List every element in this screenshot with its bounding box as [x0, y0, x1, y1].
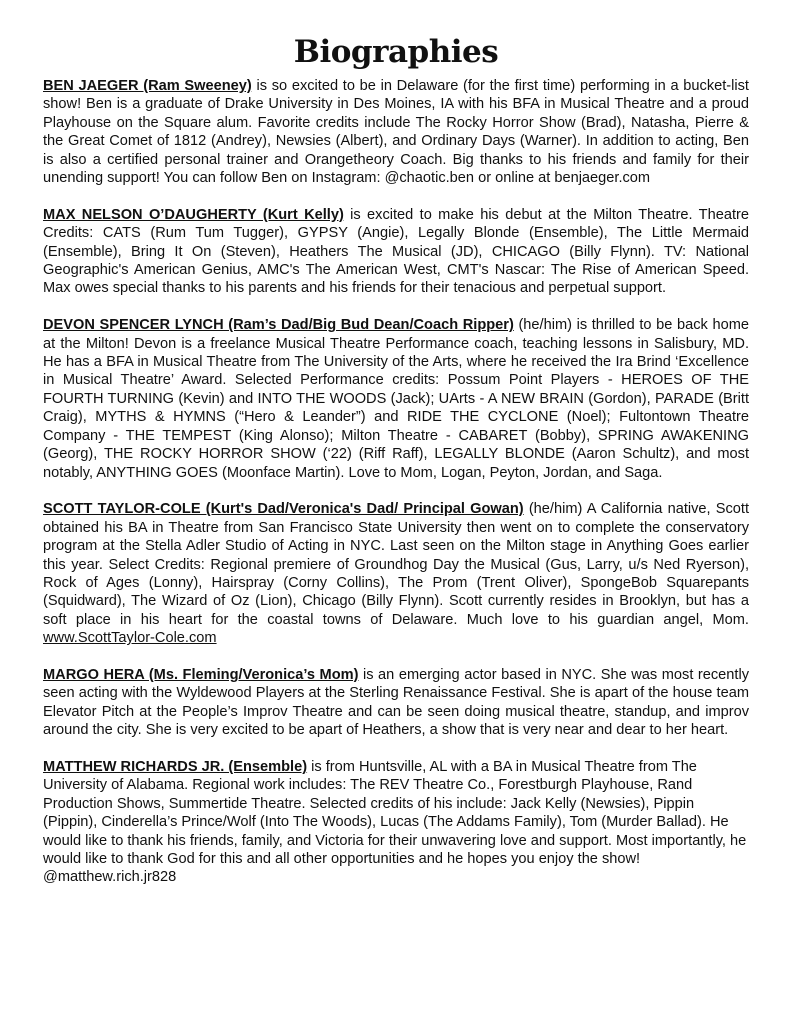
- bio-name: DEVON SPENCER LYNCH (Ram’s Dad/Big Bud Dean/Coach Ripper): [43, 317, 514, 334]
- bio-name: MAX NELSON O’DAUGHERTY (Kurt Kelly): [43, 206, 344, 223]
- bio-name: SCOTT TAYLOR-COLE (Kurt's Dad/Veronica's Dad/ Principal Gowan): [43, 501, 524, 518]
- bio-margo-hera: [43, 666, 749, 740]
- bio-text: (he/him) is thrilled to be back home at the Milton! Devon is a freelance Musical Theatre Performance coach, teaching lessons in Salisbury, MD. He has a BFA in Musical Theatre from The University of the Arts, where he received the Ira Brind ‘Excellence in Musical Theatre’ Award. Selected Performance credits: Possum Point Players - HEROES OF THE FOURTH TURNING (Kevin) and INTO THE WOODS (Jack); UArts - A NEW BRAIN (Gordon), PARADE (Britt Craig), MYTHS & HYMNS (“Hero & Leander”) and RIDE THE CYCLONE (Noel); Fultontown Theatre Company - THE TEMPEST (King Alonso); Milton Theatre - CABARET (Bobby), SPRING AWAKENING (Georg), THE ROCKY HORROR SHOW (‘22) (Riff Raff), LEGALLY BLONDE (Aaron Schultz), and most notably, ANYTHING GOES (Moonface Martin). Love to Mom, Logan, Peyton, Jordan, and Saga.: [43, 317, 749, 481]
- bio-text: is an emerging actor based in NYC. She was most recently seen acting with the Wyldewood Players at the Sterling Renaissance Festival. She is apart of the house team Elevator Pitch at the People’s Improv Theatre and can be seen doing musical theatre, standup, and improv around the city. She is very excited to be apart of Heathers, a show that is very near and dear to her heart.: [43, 666, 750, 739]
- website-link[interactable]: www.ScottTaylor-Cole.com: [43, 630, 217, 647]
- bio-ben-jaeger: [43, 77, 749, 187]
- bio-devon-spencer-lynch: [43, 316, 749, 482]
- bio-matthew-richards-jr: [43, 758, 749, 887]
- biographies-page: [43, 30, 749, 905]
- bio-text: (he/him) A California native, Scott obtained his BA in Theatre from San Francisco State University then went on to complete the conservatory program at the Stella Adler Studio of Acting in NYC. Last seen on the Milton stage in Anything Goes earlier this year. Select Credits: Regional premiere of Groundhog Day the Musical (Gus, Larry, u/s Ned Ryerson), Rock of Ages (Lonny), Hairspray (Corny Collins), The Prom (Trent Oliver), SpongeBob Squarepants (Squidward), The Wizard of Oz (Lion), Chicago (Billy Flynn). Scott currently resides in Brooklyn, but has a soft place in his heart for the coastal towns of Delaware. Much love to his guardian angel, Mom.: [43, 501, 749, 628]
- bio-text: is excited to make his debut at the Milton Theatre. Theatre Credits: CATS (Rum Tum Tugger), GYPSY (Angie), Legally Blonde (Ensemble), The Little Mermaid (Ensemble), Bring It On (Steven), Heathers The Musical (JD), CHICAGO (Billy Flynn). TV: National Geographic's American Genius, AMC's The American West, CMT's Nascar: The Rise of American Speed. Max owes special thanks to his parents and his friends for their tenacious and perpetual support.: [43, 206, 749, 297]
- bio-text: is so excited to be in Delaware (for the first time) performing in a bucket-list show! Ben is a graduate of Drake University in Des Moines, IA with his BFA in Musical Theatre and a proud Playhouse on the Square alum. Favorite credits include The Rocky Horror Show (Brad), Natasha, Pierre & the Great Comet of 1812 (Andrey), Newsies (Albert), and Ordinary Days (Warner). In addition to acting, Ben is also a certified personal trainer and Orangetheory Coach. Big thanks to his friends and family for their unending support! You can follow Ben on Instagram: @chaotic.ben or online at benjaeger.com: [43, 78, 749, 187]
- bio-name: BEN JAEGER (Ram Sweeney): [43, 78, 252, 94]
- bio-max-nelson-odaugherty: [43, 206, 749, 298]
- bio-name: MARGO HERA (Ms. Fleming/Veronica’s Mom): [43, 666, 359, 683]
- bio-text: is from Huntsville, AL with a BA in Musical Theatre from The University of Alabama. Regional work includes: The REV Theatre Co., Forestburgh Playhouse, Rand Production Shows, Summertide Theatre. Selected credits of his include: Jack Kelly (Newsies), Pippin (Pippin), Cinderella’s Prince/Wolf (Into The Woods), Lucas (The Addams Family), Tom (Murder Ballad). He would like to thank his friends, family, and Victoria for their unwavering love and support. Most importantly, he would like to thank God for this and all other opportunities and he hopes you enjoy the show! @matthew.rich.jr828: [43, 758, 747, 886]
- bio-name: MATTHEW RICHARDS JR. (Ensemble): [43, 758, 308, 775]
- bio-scott-taylor-cole: [43, 500, 749, 647]
- page-title: Biographies: [293, 34, 499, 70]
